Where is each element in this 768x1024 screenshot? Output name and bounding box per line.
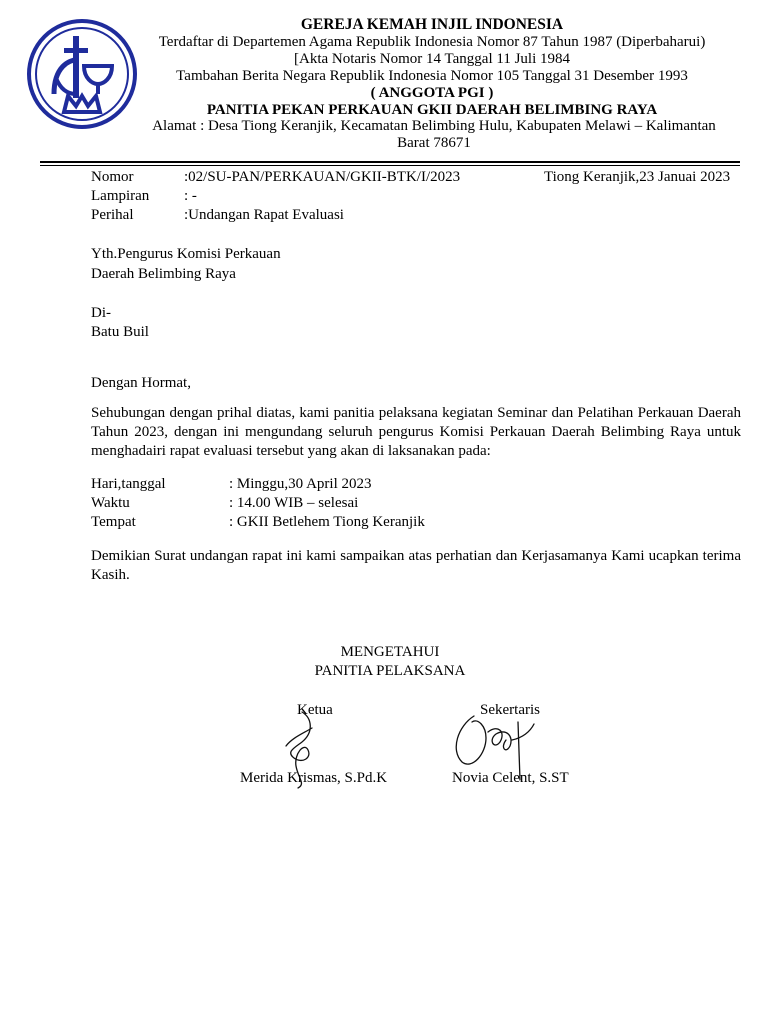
lampiran-value: : - [184, 188, 197, 204]
perihal-label: Perihal [91, 207, 134, 223]
detail-label-place: Tempat [91, 514, 136, 530]
detail-value-date: : Minggu,30 April 2023 [229, 476, 372, 492]
address-line: Alamat : Desa Tiong Keranjik, Kecamatan Belimbing Hulu, Kabupaten Melawi – Kalimantan Barat 78671 [152, 118, 716, 151]
detail-label-time: Waktu [91, 495, 130, 511]
committee-name: PANITIA PEKAN PERKAUAN GKII DAERAH BELIMBING RAYA [206, 102, 658, 118]
closing-paragraph: Demikian Surat undangan rapat ini kami sampaikan atas perhatian dan Kerjasamanya Kami ucapkan terima Kasih. [91, 548, 741, 583]
body-paragraph: Sehubungan dengan prihal diatas, kami panitia pelaksana kegiatan Seminar dan Pelatihan Perkauan Daerah Tahun 2023, dengan ini mengundang seluruh pengurus Komisi Perkauan Daerah Belimbing Raya untuk menghadairi rapat evaluasi tersebut yang akan di laksanakan pada: [91, 405, 741, 459]
place-date: Tiong Keranjik,23 Januai 2023 [544, 169, 731, 185]
header-divider-thick [40, 161, 740, 163]
lampiran-label: Lampiran [91, 188, 150, 204]
recipient-line1: Yth.Pengurus Komisi Perkauan [91, 246, 281, 262]
notary-line: [Akta Notaris Nomor 14 Tanggal 11 Juli 1984 [294, 51, 570, 67]
nomor-label: Nomor [91, 169, 134, 185]
chair-role: Ketua [297, 702, 333, 718]
acknowledge-heading: MENGETAHUI [340, 644, 440, 660]
membership-line: ( ANGGOTA PGI ) [370, 85, 494, 101]
registration-line: Terdaftar di Departemen Agama Republik Indonesia Nomor 87 Tahun 1987 (Diperbaharui) [158, 34, 706, 50]
detail-value-time: : 14.00 WIB – selesai [229, 495, 359, 511]
detail-value-place: : GKII Betlehem Tiong Keranjik [229, 514, 425, 530]
church-logo [26, 18, 138, 130]
secretary-name: Novia Celent, S.ST [452, 770, 569, 786]
gazette-line: Tambahan Berita Negara Republik Indonesia Nomor 105 Tanggal 31 Desember 1993 [176, 68, 688, 84]
church-name: GEREJA KEMAH INJIL INDONESIA [300, 16, 564, 33]
chair-name: Merida Krismas, S.Pd.K [240, 770, 388, 786]
header-divider-thin [40, 165, 740, 166]
recipient-di: Di- [91, 305, 111, 321]
recipient-line2: Daerah Belimbing Raya [91, 266, 236, 282]
detail-label-date: Hari,tanggal [91, 476, 166, 492]
recipient-location: Batu Buil [91, 324, 149, 340]
greeting: Dengan Hormat, [91, 375, 191, 391]
committee-heading: PANITIA PELAKSANA [314, 663, 466, 679]
secretary-role: Sekertaris [480, 702, 540, 718]
perihal-value: :Undangan Rapat Evaluasi [184, 207, 344, 223]
nomor-value: :02/SU-PAN/PERKAUAN/GKII-BTK/I/2023 [184, 169, 461, 185]
